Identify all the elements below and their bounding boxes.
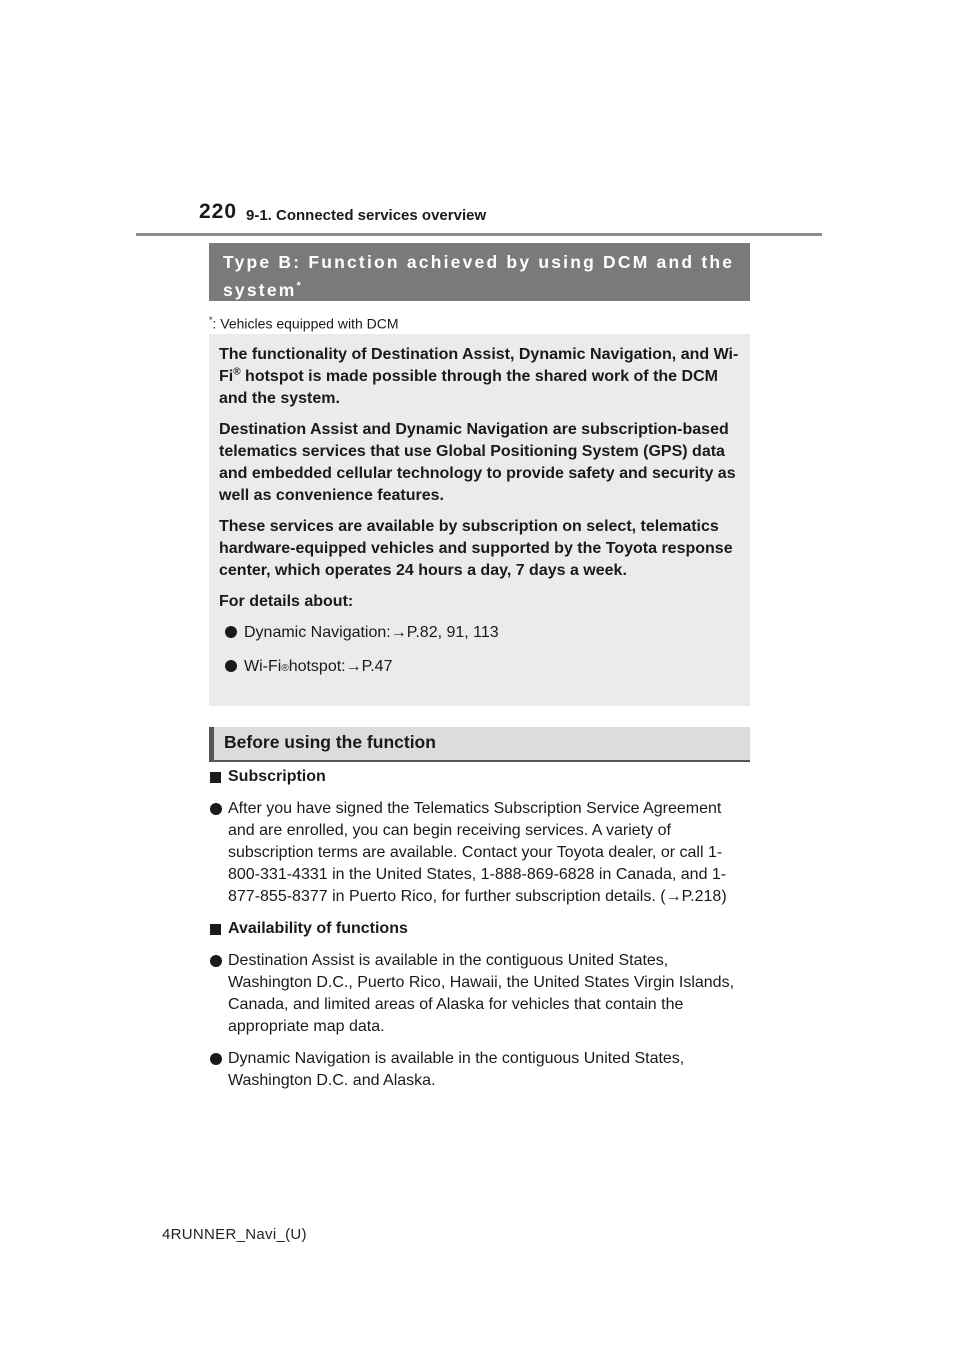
wifi-hotspot-page-ref[interactable]: →P.47 bbox=[345, 658, 393, 675]
subscription-text: After you have signed the Telematics Subscription Service Agreement and are enrolled, you can begin receiving services. A variety of subscription terms are available. Contact your Toyota dealer, or call 1-800-331-4331 in the United States, 1-888-869-6828 in Canada, and 1-877-855-8377 in Puerto Rico, for further subscription details. (→P.218) bbox=[228, 800, 727, 905]
availability-item-dynamic-navigation bbox=[210, 1048, 750, 1092]
info-paragraph-4: For details about: bbox=[219, 593, 354, 610]
section-title: 9-1. Connected services overview bbox=[246, 207, 487, 224]
info-paragraph-1 bbox=[219, 344, 740, 410]
bullet-dot-icon bbox=[225, 626, 237, 638]
availability-title: Availability of functions bbox=[228, 920, 408, 937]
list-item-dynamic-navigation bbox=[219, 622, 740, 644]
list-item-wifi-hotspot: Wi-Fi ® hotspot: →P.47 bbox=[219, 656, 740, 678]
wifi-label: Wi-Fi bbox=[244, 658, 282, 675]
availability-heading bbox=[210, 918, 750, 940]
footnote-text: : Vehicles equipped with DCM bbox=[212, 315, 399, 332]
dynamic-navigation-label: Dynamic Navigation: bbox=[244, 624, 391, 641]
before-using-content bbox=[210, 766, 750, 1102]
bullet-dot-icon bbox=[210, 955, 222, 967]
dynamic-navigation-page-ref[interactable]: →P.82, 91, 113 bbox=[390, 624, 499, 641]
type-b-heading bbox=[209, 243, 750, 301]
type-b-heading-line1: Type B: Function achieved by using DCM and the bbox=[223, 252, 735, 272]
availability-item-destination-assist bbox=[210, 950, 750, 1038]
square-bullet-icon bbox=[210, 924, 221, 935]
bullet-dot-icon bbox=[210, 1053, 222, 1065]
info-paragraph-3: These services are available by subscription on select, telematics hardware-equipped vehicles and supported by the Toyota response center, which operates 24 hours a day, 7 days a week. bbox=[219, 518, 733, 579]
subscription-item bbox=[210, 798, 750, 908]
info-paragraph-2: Destination Assist and Dynamic Navigation are subscription-based telematics services that use Global Positioning System (GPS) data and embedded cellular technology to provide safety and security as well as convenience features. bbox=[219, 421, 736, 504]
bullet-dot-icon bbox=[210, 803, 222, 815]
page-number: 220 bbox=[199, 200, 238, 223]
heading-asterisk: * bbox=[296, 280, 301, 292]
footnote-asterisk: * bbox=[209, 315, 213, 325]
subscription-heading bbox=[210, 766, 750, 788]
destination-assist-availability-text: Destination Assist is available in the contiguous United States, Washington D.C., Puerto Rico, Hawaii, the United States Virgin Islands, Canada, and limited areas of Alaska for vehicles that contain the appropriate map data. bbox=[228, 952, 735, 1035]
subscription-title: Subscription bbox=[228, 768, 326, 785]
type-b-heading-line2: system bbox=[223, 279, 297, 300]
footer-model-code: 4RUNNER_Navi_(U) bbox=[162, 1226, 307, 1243]
square-bullet-icon bbox=[210, 772, 221, 783]
wifi-label-rest: hotspot: bbox=[288, 658, 346, 675]
info-paragraph-1-text: The functionality of Destination Assist, Dynamic Navigation, and Wi-Fi bbox=[219, 346, 739, 385]
info-box bbox=[209, 334, 750, 706]
info-paragraph-1-text-rest: hotspot is made possible through the shared work of the DCM and the system. bbox=[219, 368, 718, 407]
bullet-dot-icon bbox=[225, 660, 237, 672]
before-using-heading: Before using the function bbox=[209, 727, 750, 762]
registered-mark: ® bbox=[233, 366, 241, 378]
dcm-footnote bbox=[209, 315, 399, 332]
header-divider bbox=[136, 233, 822, 236]
dynamic-navigation-availability-text: Dynamic Navigation is available in the contiguous United States, Washington D.C. and Alaska. bbox=[228, 1050, 685, 1089]
